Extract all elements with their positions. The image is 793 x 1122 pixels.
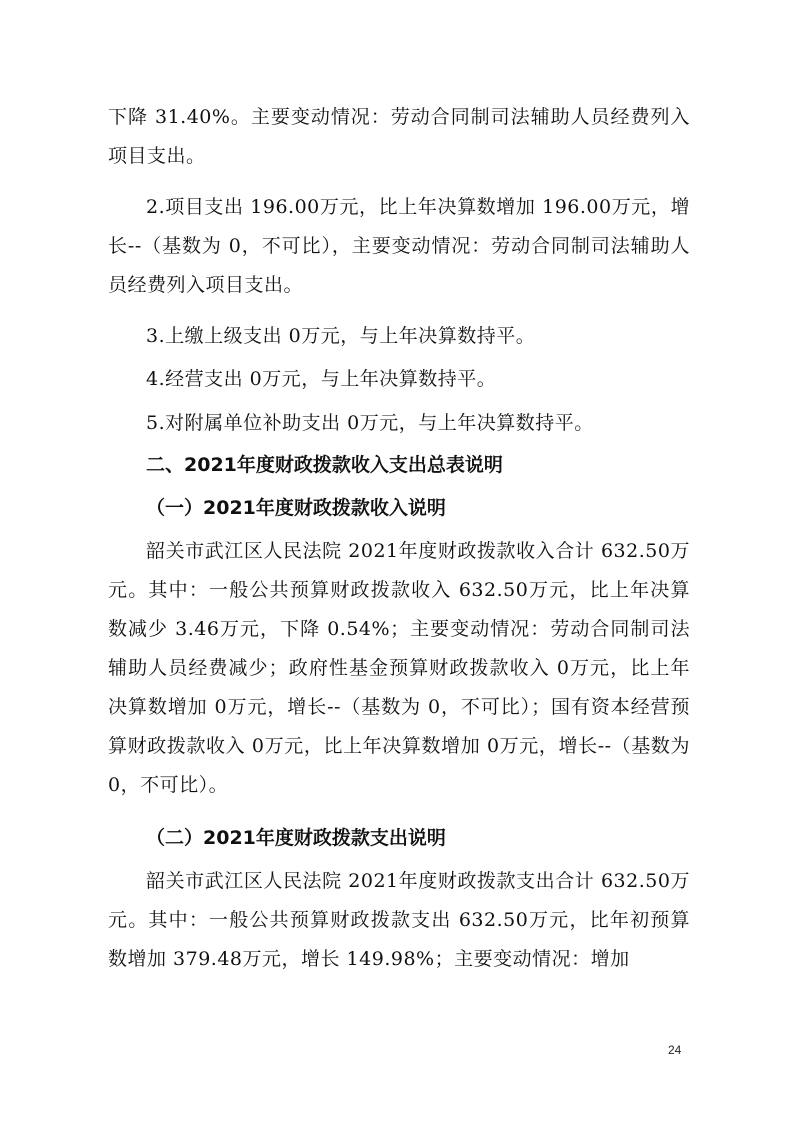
subsection-heading-income: （一）2021年度财政拨款收入说明	[146, 497, 446, 519]
paragraph-expenditure-details: 韶关市武江区人民法院 2021年度财政拨款支出合计 632.50万元。其中：一般公共预算财政拨款支出 632.50万元，比年初预算数增加 379.48万元，增长 149.98%；主要变动情况：增加	[108, 870, 690, 970]
page-number: 24	[668, 1043, 682, 1057]
paragraph-income-details: 韶关市武江区人民法院 2021年度财政拨款收入合计 632.50万元。其中：一般公共预算财政拨款收入 632.50万元，比上年决算数减少 3.46万元，下降 0.54%；主要变动情况：劳动合同制司法辅助人员经费减少；政府性基金预算财政拨款收入 0万元，比上年决算数增加 0万元，增长--（基数为 0，不可比）；国有资本经营预算财政拨款收入 0万元，比上年决算数增加 0万元，增长--（基数为 0，不可比）。	[108, 540, 690, 796]
section-heading: 二、2021年度财政拨款收入支出总表说明	[146, 454, 503, 476]
paragraph-upper-level-expenditure: 3.上缴上级支出 0万元，与上年决算数持平。	[146, 325, 536, 347]
subsection-heading-expenditure: （二）2021年度财政拨款支出说明	[146, 827, 446, 849]
paragraph-project-expenditure: 2.项目支出 196.00万元，比上年决算数增加 196.00万元，增长--（基数为 0，不可比），主要变动情况：劳动合同制司法辅助人员经费列入项目支出。	[108, 196, 690, 296]
paragraph-operating-expenditure: 4.经营支出 0万元，与上年决算数持平。	[146, 368, 497, 390]
paragraph-continuation: 下降 31.40%。主要变动情况：劳动合同制司法辅助人员经费列入项目支出。	[108, 106, 690, 167]
paragraph-subsidiary-expenditure: 5.对附属单位补助支出 0万元，与上年决算数持平。	[146, 412, 594, 434]
